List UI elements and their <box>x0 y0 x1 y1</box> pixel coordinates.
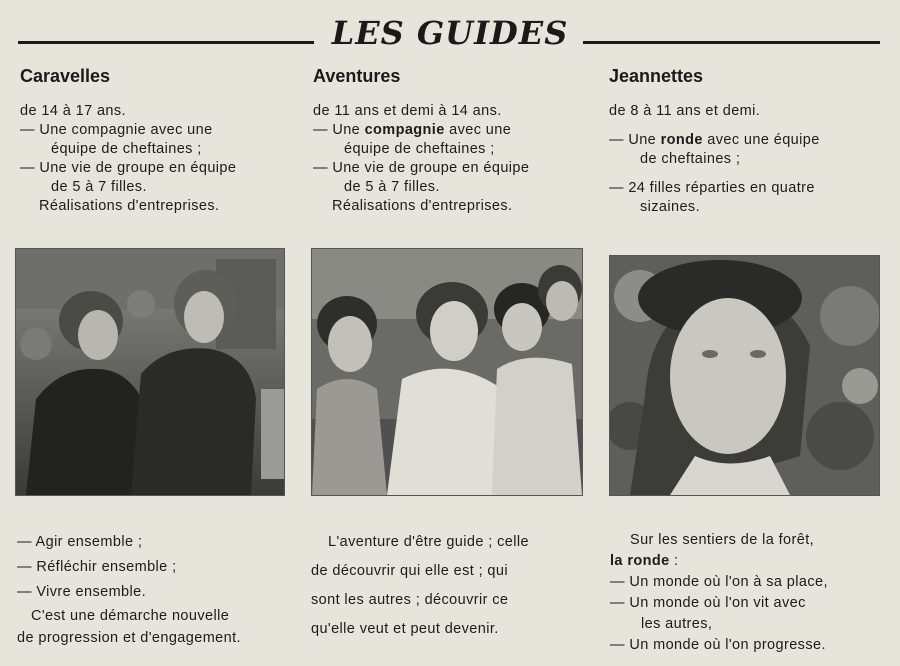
text-line: — Agir ensemble ; <box>17 534 143 550</box>
photo-aventures <box>311 248 583 496</box>
column-jeannettes <box>609 66 889 217</box>
age-range: de 11 ans et demi à 14 ans. <box>313 103 502 119</box>
age-range: de 8 à 11 ans et demi. <box>609 103 761 119</box>
photo-aventures-image <box>312 249 582 495</box>
photo-jeannettes-image <box>610 256 879 495</box>
list-item-line: sizaines. <box>640 199 701 215</box>
list-item-line: équipe de cheftaines ; <box>51 141 202 157</box>
photo-caravelles-image <box>16 249 284 495</box>
list-item-line <box>313 121 593 140</box>
text-line: Sur les sentiers de la forêt, <box>630 532 815 548</box>
text-line: de découvrir qui elle est ; qui <box>311 563 508 579</box>
title-rule-right <box>583 41 880 44</box>
column-caravelles <box>20 66 300 216</box>
page-title: LES GUIDES <box>331 14 569 52</box>
bottom-text-jeannettes <box>610 530 895 656</box>
list-item-line: de 5 à 7 filles. <box>51 179 147 195</box>
column-heading: Aventures <box>313 66 401 86</box>
list-item-line: — 24 filles réparties en quatre <box>609 180 815 196</box>
list-item-line <box>609 131 889 150</box>
realisations-text: Réalisations d'entreprises. <box>39 198 220 214</box>
text-line: — Vivre ensemble. <box>17 584 147 600</box>
title-rule-left <box>18 41 314 44</box>
list-item-line: — Une vie de groupe en équipe <box>313 160 530 176</box>
page-header <box>18 12 880 58</box>
list-item-line: équipe de cheftaines ; <box>344 141 495 157</box>
bold-term: la ronde <box>610 553 670 569</box>
text-line: C'est une démarche nouvelle <box>31 608 230 624</box>
text-line: — Un monde où l'on à sa place, <box>610 574 828 590</box>
photo-caravelles <box>15 248 285 496</box>
age-range: de 14 à 17 ans. <box>20 103 126 119</box>
text-fragment: — Une <box>609 132 661 148</box>
photo-jeannettes <box>609 255 880 496</box>
list-item-line: — Une compagnie avec une <box>20 122 213 138</box>
text-line: L'aventure d'être guide ; celle <box>328 534 529 550</box>
bottom-text-caravelles <box>17 530 302 649</box>
list-item-line: de cheftaines ; <box>640 151 741 167</box>
column-aventures <box>313 66 593 216</box>
realisations-text: Réalisations d'entreprises. <box>332 198 513 214</box>
text-line: — Un monde où l'on progresse. <box>610 637 826 653</box>
bold-term: compagnie <box>364 122 445 138</box>
text-line: — Un monde où l'on vit avec <box>610 595 806 611</box>
text-fragment: avec une équipe <box>702 132 820 148</box>
text-line <box>610 551 895 572</box>
column-heading: Jeannettes <box>609 66 704 86</box>
text-line: qu'elle veut et peut devenir. <box>311 621 499 637</box>
text-line: de progression et d'engagement. <box>17 630 241 646</box>
column-heading: Caravelles <box>20 66 111 86</box>
text-fragment: avec une <box>444 122 512 138</box>
list-item-line: — Une vie de groupe en équipe <box>20 160 237 176</box>
list-item-line: de 5 à 7 filles. <box>344 179 440 195</box>
text-fragment: — Une <box>313 122 365 138</box>
text-line: — Réfléchir ensemble ; <box>17 559 177 575</box>
text-fragment: : <box>669 553 679 569</box>
bottom-text-aventures <box>311 528 596 644</box>
bold-term: ronde <box>660 132 703 148</box>
text-line: sont les autres ; découvrir ce <box>311 592 509 608</box>
text-line: les autres, <box>641 616 713 632</box>
